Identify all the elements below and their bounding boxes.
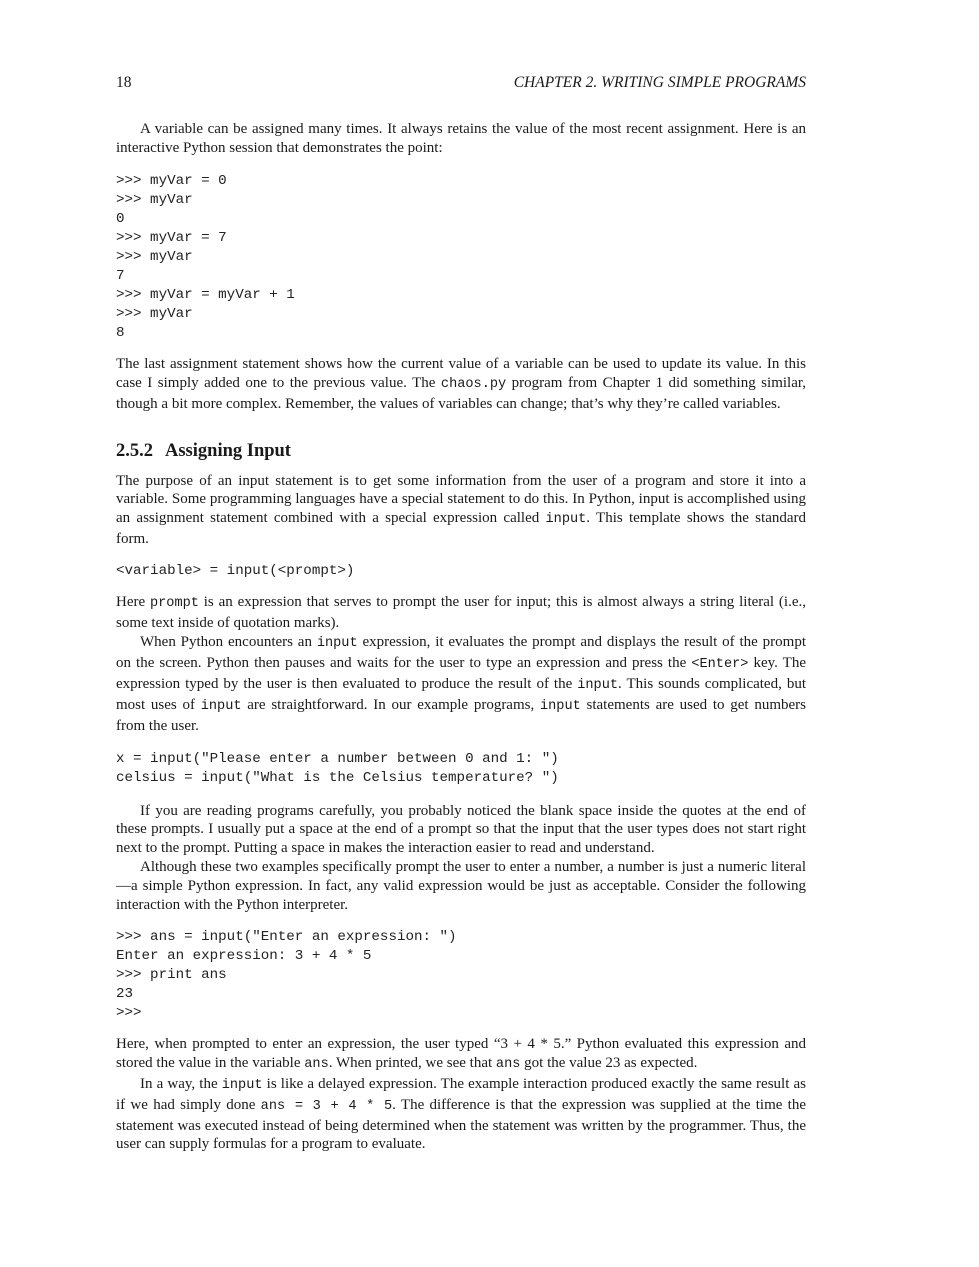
code-line: >>> myVar bbox=[116, 191, 193, 208]
paragraph-prompted-expression: Here, when prompted to enter an expression, the user typed “3 + 4 * 5.” Python evaluated this expression and stored the value in the variable ans. When printed, we see that ans got the value 23 as expected. bbox=[116, 1035, 806, 1072]
inline-code: <Enter> bbox=[691, 656, 749, 672]
chapter-title: CHAPTER 2. WRITING SIMPLE PROGRAMS bbox=[513, 74, 806, 91]
paragraph-last-assignment: The last assignment statement shows how the current value of a variable can be used to update its value. In this case I simply added one to the previous value. The chaos.py program from Chapter 1 did something similar, though a bit more complex. Remember, the values of variables can change; that’s why they’re called variables. bbox=[116, 355, 806, 412]
code-block-myvar-session bbox=[116, 172, 806, 343]
paragraph-numeric-literal: Although these two examples specifically prompt the user to enter a number, a number is just a numeric literal—a simple Python expression. In fact, any valid expression would be just as acceptable. Consider the following interaction with the Python interpreter. bbox=[116, 859, 806, 914]
inline-code: input bbox=[221, 1077, 263, 1093]
paragraph-python-encounters-input: When Python encounters an input expression, it evaluates the prompt and displays the result of the prompt on the screen. Python then pauses and waits for the user to type an expression and press the <Enter> key. The expression typed by the user is then evaluated to produce the result of the input. This sounds complicated, but most uses of input are straightforward. In our example programs, input statements are used to get numbers from the user. bbox=[116, 633, 807, 734]
code-line: 8 bbox=[116, 324, 125, 341]
inline-code: ans bbox=[495, 1056, 521, 1072]
inline-code: ans bbox=[304, 1056, 329, 1072]
code-block-input-examples bbox=[116, 750, 806, 788]
code-line: 0 bbox=[116, 210, 125, 227]
section-number: 2.5.2 bbox=[116, 440, 153, 461]
code-line: celsius = input("What is the Celsius temperature? ") bbox=[116, 769, 559, 786]
page-number: 18 bbox=[116, 74, 132, 91]
code-line: <variable> = input(<prompt>) bbox=[116, 563, 355, 580]
paragraph-input-purpose: The purpose of an input statement is to get some information from the user of a program and store it into a variable. Some programming languages have a special statement to do this. In Python, input is accomplished using an assignment statement combined with a special expression called input. This template shows the standard form. bbox=[116, 472, 807, 548]
code-line: >>> myVar bbox=[116, 248, 193, 265]
paragraph-delayed-expression: In a way, the input is like a delayed expression. The example interaction produced exactly the same result as if we had simply done ans = 3 + 4 * 5. The difference is that the expression was supplied at the time the statement was executed instead of being determined when the statement was written by the programmer. Thus, the user can supply formulas for a program to evaluate. bbox=[116, 1075, 806, 1153]
code-line: Enter an expression: 3 + 4 * 5 bbox=[116, 947, 372, 964]
paragraph-blank-space: If you are reading programs carefully, you probably noticed the blank space inside the quotes at the end of these prompts. I usually put a space at the end of a prompt so that the input that the user types does not start right next to the prompt. Putting a space in makes the interaction easier to read and understand. bbox=[116, 802, 806, 857]
code-line: 7 bbox=[116, 267, 125, 284]
code-block-ans-session bbox=[116, 928, 806, 1023]
inline-code: input bbox=[316, 635, 358, 651]
inline-code: prompt bbox=[149, 596, 199, 612]
page-content bbox=[116, 74, 806, 1154]
inline-code: ans = 3 + 4 * 5 bbox=[260, 1098, 393, 1114]
inline-code: input bbox=[200, 698, 242, 714]
section-title: Assigning Input bbox=[165, 440, 291, 461]
code-line: >>> print ans bbox=[116, 966, 227, 983]
inline-code: input bbox=[545, 512, 587, 528]
code-block-input-template bbox=[116, 562, 806, 581]
code-line: 23 bbox=[116, 985, 134, 1002]
section-heading bbox=[116, 440, 806, 462]
running-header bbox=[116, 74, 806, 96]
code-line: >>> bbox=[116, 1004, 142, 1021]
paragraph-variable-assignment: A variable can be assigned many times. It always retains the value of the most recent assignment. Here is an interactive Python session that demonstrates the point: bbox=[116, 121, 806, 156]
code-line: >>> myVar = 7 bbox=[116, 229, 227, 246]
inline-code: chaos.py bbox=[440, 376, 507, 392]
inline-code: input bbox=[577, 677, 619, 693]
paragraph-prompt-explanation: Here prompt is an expression that serves to prompt the user for input; this is almost always a string literal (i.e., some text inside of quotation marks). bbox=[116, 594, 806, 632]
code-line: x = input("Please enter a number between 0 and 1: ") bbox=[116, 750, 559, 767]
code-line: >>> myVar bbox=[116, 305, 193, 322]
code-line: >>> myVar = myVar + 1 bbox=[116, 286, 295, 303]
code-line: >>> ans = input("Enter an expression: ") bbox=[116, 928, 457, 945]
code-line: >>> myVar = 0 bbox=[116, 172, 227, 189]
inline-code: input bbox=[539, 698, 581, 714]
